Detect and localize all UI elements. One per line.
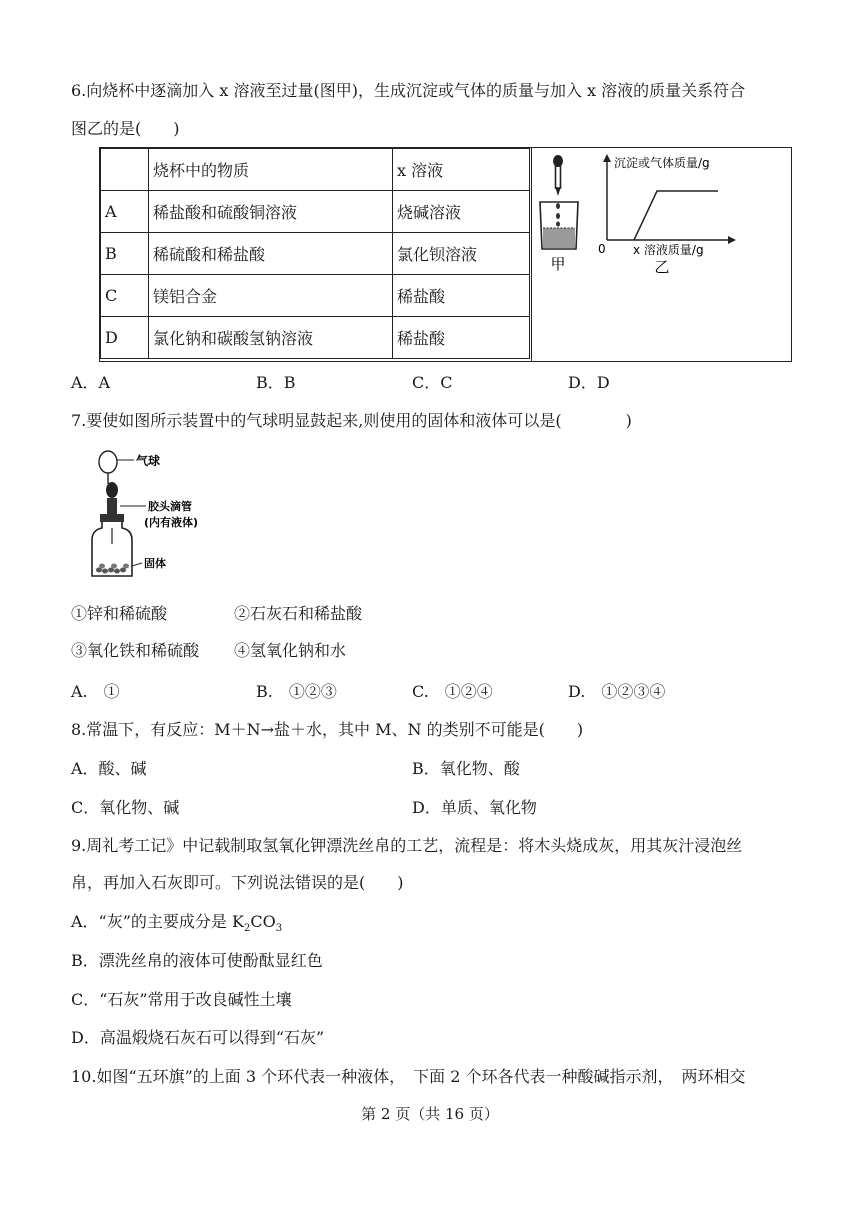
- dropper-bulb-icon: [106, 482, 118, 498]
- q7-figure: [86, 448, 246, 588]
- q7-option-a: A. ①: [71, 682, 120, 701]
- table-cell: D: [101, 317, 149, 359]
- bottle-icon: [92, 514, 132, 576]
- q7-apparatus-drawing: [86, 448, 246, 588]
- q7-option-d: D. ①②③④: [568, 682, 666, 701]
- q7-label-solid: 固体: [144, 557, 166, 570]
- q7-option-b: B. ①②③: [256, 682, 337, 701]
- table-cell: 氯化钡溶液: [393, 233, 530, 275]
- q7-item-2: ②石灰石和稀盐酸: [234, 604, 363, 623]
- q6-table: [99, 147, 792, 362]
- q6-label-jia: 甲: [550, 255, 566, 273]
- q6-stem-line1: 6.向烧杯中逐滴加入 x 溶液至过量(图甲)，生成沉淀或气体的质量与加入 x 溶液的质量关系符合: [71, 81, 746, 100]
- table-cell: C: [101, 275, 149, 317]
- q9-option-a-sub: 3: [275, 923, 283, 935]
- q6-figure: [531, 148, 792, 361]
- q6-y-label: 沉淀或气体质量/g: [614, 156, 710, 170]
- q9-option-a-text: CO: [250, 912, 276, 931]
- q9-stem-line1: 9.周礼考工记》中记载制取氢氧化钾漂洗丝帛的工艺，流程是：将木头烧成灰，用其灰汁浸泡丝: [71, 836, 743, 855]
- q7-item-3: ③氧化铁和稀硫酸: [71, 641, 200, 660]
- q9-option-d: D．高温煅烧石灰石可以得到“石灰”: [71, 1028, 325, 1047]
- q7-option-c: C. ①②④: [412, 682, 493, 701]
- table-cell: 烧碱溶液: [393, 191, 530, 233]
- q7-item-1: ①锌和稀硫酸: [71, 604, 168, 623]
- table-cell: x 溶液: [393, 149, 530, 191]
- q6-label-yi: 乙: [654, 258, 670, 276]
- table-cell: [101, 149, 149, 191]
- table-cell: 稀盐酸: [393, 275, 530, 317]
- q9-option-c: C．“石灰”常用于改良碱性土壤: [71, 990, 292, 1009]
- balloon-icon: [99, 451, 117, 484]
- q6-x-label: x 溶液质量/g: [633, 243, 704, 257]
- page-footer: 第 2 页（共 16 页）: [361, 1105, 499, 1123]
- table-row: [101, 275, 530, 317]
- q6-figure-drawing: [532, 148, 792, 361]
- q9-option-b: B．漂洗丝帛的液体可使酚酞显红色: [71, 951, 323, 970]
- table-cell: 稀硫酸和稀盐酸: [149, 233, 393, 275]
- table-row: [101, 191, 530, 233]
- q8-stem: 8.常温下，有反应：M＋N→盐＋水，其中 M、N 的类别不可能是( ): [71, 720, 584, 739]
- q6-graph-curve: [634, 191, 718, 240]
- table-cell: 镁铝合金: [149, 275, 393, 317]
- dropper-icon: [553, 155, 563, 196]
- table-cell: B: [101, 233, 149, 275]
- table-cell: A: [101, 191, 149, 233]
- q6-stem-line2: 图乙的是( ): [71, 119, 180, 138]
- q9-option-a-sub: 2: [243, 923, 251, 935]
- q8-option-c: C．氧化物、碱: [71, 798, 180, 817]
- q10-stem-line1: 10.如图“五环旗”的上面 3 个环代表一种液体， 下面 2 个环各代表一种酸碱指示剂， 两环相交: [71, 1067, 746, 1086]
- q6-option-d: D．D: [568, 373, 610, 392]
- q6-option-c: C．C: [412, 373, 453, 392]
- q9-option-a-text: A．“灰”的主要成分是 K: [71, 912, 244, 931]
- table-cell: 氯化钠和碳酸氢钠溶液: [149, 317, 393, 359]
- q6-option-b: B．B: [256, 373, 296, 392]
- table-cell: 烧杯中的物质: [149, 149, 393, 191]
- q7-item-4: ④氢氧化钠和水: [234, 641, 347, 660]
- q8-option-a: A．酸、碱: [71, 759, 147, 778]
- q8-option-d: D．单质、氧化物: [412, 798, 537, 817]
- q7-label-balloon: 气球: [136, 454, 161, 468]
- q9-stem-line2: 帛，再加入石灰即可。下列说法错误的是( ): [71, 873, 404, 892]
- beaker-icon: [540, 202, 578, 249]
- table-row: [101, 149, 530, 191]
- q6-data-grid: [100, 148, 530, 359]
- table-cell: 稀盐酸和硫酸铜溶液: [149, 191, 393, 233]
- q6-origin-label: 0: [598, 242, 606, 256]
- q7-label-dropper: 胶头滴管: [148, 500, 192, 513]
- table-row: [101, 317, 530, 359]
- q8-option-b: B．氧化物、酸: [412, 759, 520, 778]
- table-cell: 稀盐酸: [393, 317, 530, 359]
- q7-label-dropper-note: (内有液体): [144, 516, 199, 529]
- q6-option-a: A．A: [71, 373, 111, 392]
- table-row: [101, 233, 530, 275]
- q9-option-a: [71, 911, 282, 940]
- q7-stem: 7.要使如图所示装置中的气球明显鼓起来,则使用的固体和液体可以是( ): [71, 411, 632, 430]
